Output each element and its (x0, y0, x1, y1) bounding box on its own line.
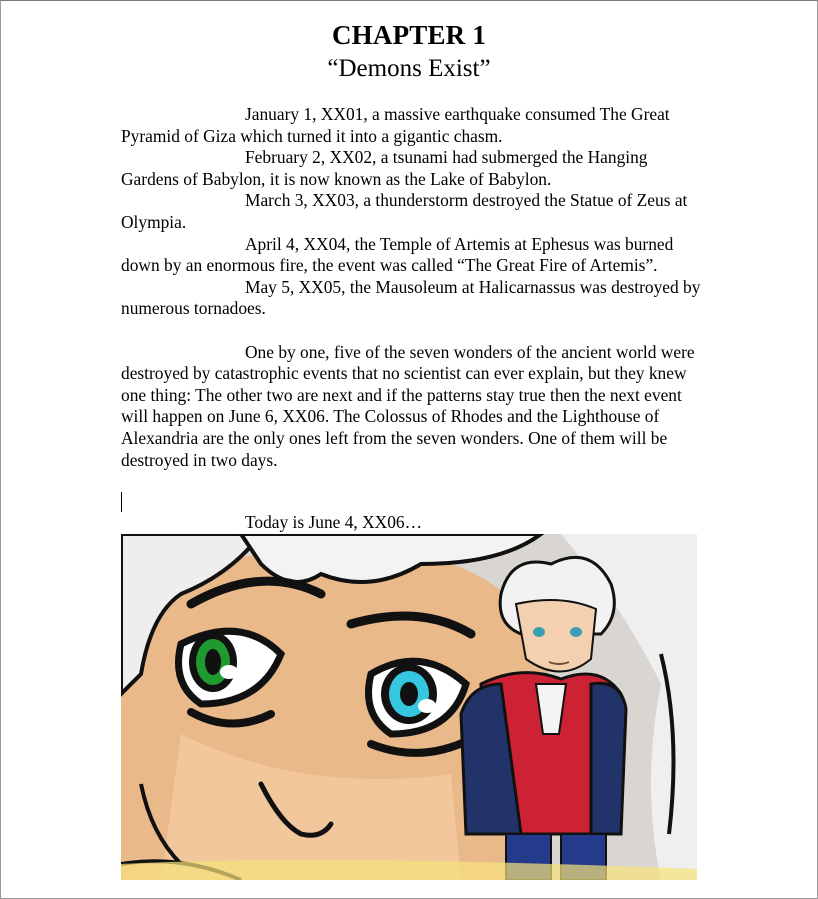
text-cursor[interactable] (121, 492, 122, 512)
paragraph-today: Today is June 4, XX06… (245, 512, 423, 532)
chapter-subtitle: “Demons Exist” (327, 55, 491, 82)
paragraph-babylon: February 2, XX02, a tsunami had submerged the Hanging Gardens of Babylon, it is now known as the Lake of Babylon. (121, 147, 648, 189)
disaster-list (121, 104, 701, 471)
illustration-svg (121, 534, 697, 880)
chapter-illustration (121, 534, 697, 880)
paragraph-mausoleum: May 5, XX05, the Mausoleum at Halicarnassus was destroyed by numerous tornadoes. (121, 276, 701, 319)
paragraph-giza: January 1, XX01, a massive earthquake consumed The Great Pyramid of Giza which turned it into a gigantic chasm. (121, 104, 670, 146)
paragraph-zeus: March 3, XX03, a thunderstorm destroyed the Statue of Zeus at Olympia. (121, 190, 688, 232)
paragraph-wonders: One by one, five of the seven wonders of the ancient world were destroyed by catastrophic events that no scientist can ever explain, but they knew one thing: The other two are next and if the patterns stay true then the next event will happen on June 6, XX06. The Colossus of Rhodes and the Lighthouse of Alexandria are the only ones left from the seven wonders. One of them will be destroyed in two days. (121, 341, 695, 470)
closing-line-block (121, 512, 701, 534)
paragraph-artemis: April 4, XX04, the Temple of Artemis at Ephesus was burned down by an enormous fire, the event was called “The Great Fire of Artemis”. (121, 233, 674, 276)
chapter-title: CHAPTER 1 (331, 20, 487, 50)
